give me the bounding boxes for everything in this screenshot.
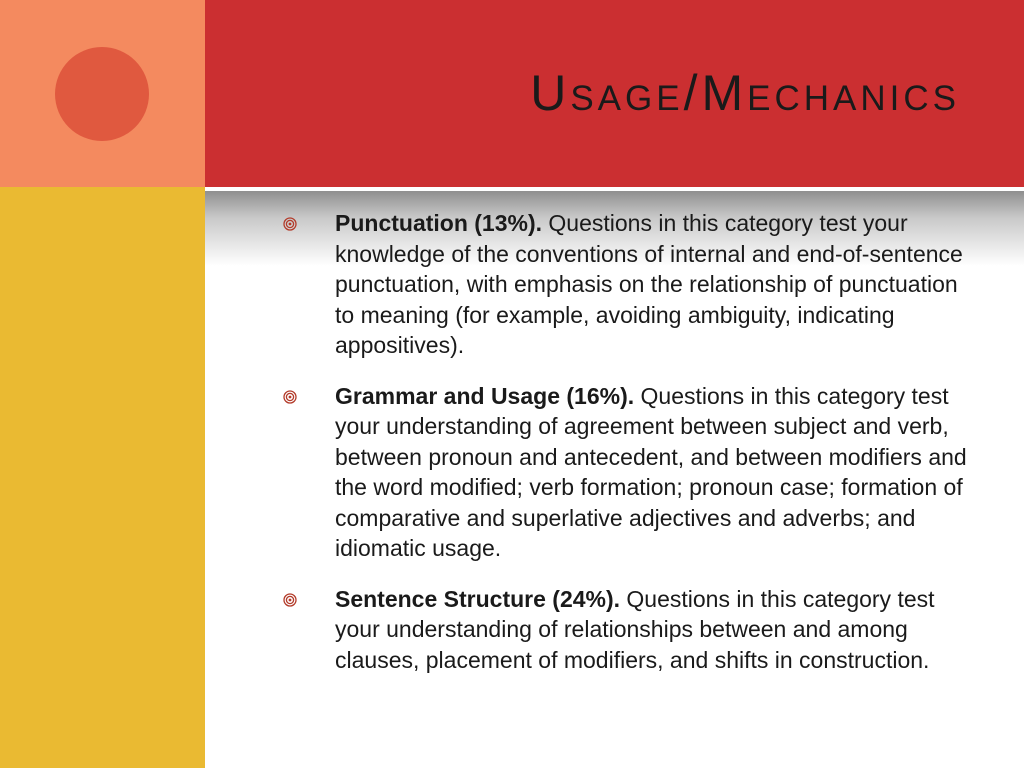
bullet-list	[280, 208, 970, 695]
bullet-item-punctuation	[280, 208, 970, 361]
corner-block	[0, 0, 205, 187]
target-bullet-icon	[283, 390, 297, 404]
bullet-text: Questions in this category test your understanding of relationships between and among clauses, placement of modifiers, and shifts in construction.	[335, 585, 935, 673]
bullet-text: Questions in this category test your understanding of agreement between subject and verb, between pronoun and antecedent, and between modifiers and the word modified; verb formation; pronoun case; formation of comparative and superlative adjectives and adverbs; and idiomatic usage.	[335, 382, 967, 561]
left-sidebar-bar	[0, 187, 205, 768]
bullet-item-grammar	[280, 381, 970, 564]
bullet-item-sentence-structure	[280, 584, 970, 676]
bullet-text: Questions in this category test your knowledge of the conventions of internal and end-of-sentence punctuation, with emphasis on the relationship of punctuation to meaning (for example, avoiding ambiguity, indicating appositives).	[335, 210, 963, 358]
bullet-lead: Punctuation (13%).	[335, 210, 543, 236]
decorative-circle	[55, 47, 149, 141]
slide-title: Usage/Mechanics	[530, 65, 960, 121]
bullet-lead: Sentence Structure (24%).	[335, 585, 621, 612]
bullet-lead: Grammar and Usage (16%).	[335, 382, 635, 409]
target-bullet-icon	[283, 217, 297, 231]
target-bullet-icon	[283, 593, 297, 607]
